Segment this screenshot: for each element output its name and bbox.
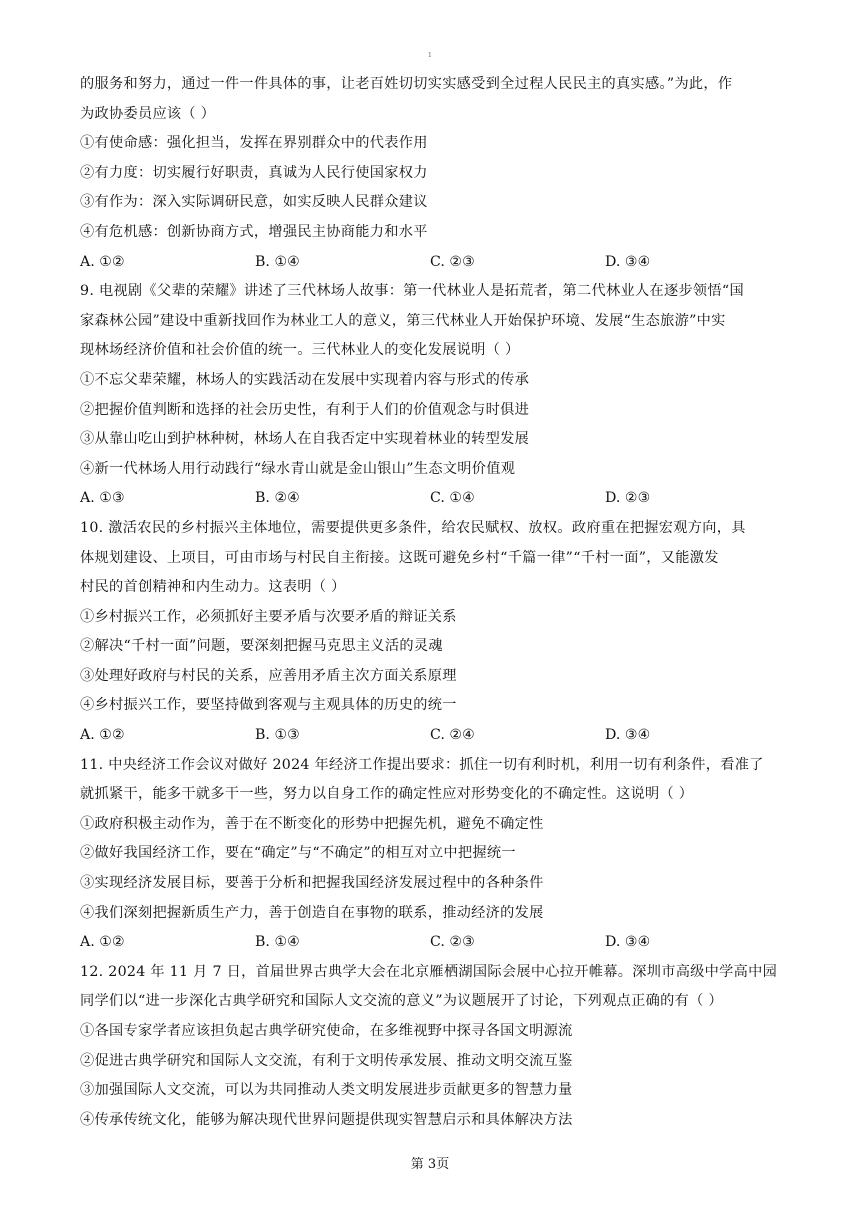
option-d: D. ③④ xyxy=(605,934,651,951)
statement: ④有危机感：创新协商方式，增强民主协商能力和水平 xyxy=(80,223,428,240)
statement: ③实现经济发展目标，要善于分析和把握我国经济发展过程中的各种条件 xyxy=(80,875,544,892)
question-stem-line: 就抓紧干，能多干就多干一些，努力以自身工作的确定性应对形势变化的不确定性。这说明（ ） xyxy=(80,786,694,803)
option-d: D. ③④ xyxy=(605,727,651,744)
option-b: B. ②④ xyxy=(255,490,300,507)
question-11 xyxy=(80,751,780,958)
question-12 xyxy=(80,958,780,1136)
option-d: D. ③④ xyxy=(605,253,651,270)
question-8-tail xyxy=(80,70,780,277)
question-stem-line: 12. 2024 年 11 月 7 日，首届世界古典学大会在北京雁栖湖国际会展中心拉开帷幕。深圳市高级中学高中园 xyxy=(80,963,778,980)
answer-options xyxy=(80,928,780,958)
option-a: A. ①② xyxy=(80,727,125,744)
statement: ④新一代林场人用行动践行“绿水青山就是金山银山”生态文明价值观 xyxy=(80,460,516,477)
option-b: B. ①③ xyxy=(255,727,300,744)
page-number: 第 3页 xyxy=(410,1157,450,1172)
question-stem-line: 同学们以“进一步深化古典学研究和国际人文交流的意义”为议题展开了讨论，下列观点正确的有（ ） xyxy=(80,993,723,1010)
statement: ①不忘父辈荣耀，林场人的实践活动在发展中实现着内容与形式的传承 xyxy=(80,371,530,388)
question-stem-line: 家森林公园”建设中重新找回作为林业工人的意义，第三代林业人开始保护环境、发展“生态旅游”中实 xyxy=(80,312,726,329)
statement: ②解决“千村一面”问题，要深刻把握马克思主义活的灵魂 xyxy=(80,638,443,655)
question-9 xyxy=(80,277,780,514)
answer-options xyxy=(80,721,780,751)
statement: ③从靠山吃山到护林种树，林场人在自我否定中实现着林业的转型发展 xyxy=(80,431,530,448)
statement: ④我们深刻把握新质生产力，善于创造自在事物的联系，推动经济的发展 xyxy=(80,904,544,921)
statement: ④乡村振兴工作，要坚持做到客观与主观具体的历史的统一 xyxy=(80,697,457,714)
question-stem-line: 现林场经济价值和社会价值的统一。三代林业人的变化发展说明（ ） xyxy=(80,342,520,359)
question-stem-line: 为政协委员应该（ ） xyxy=(80,105,216,122)
statement: ③加强国际人文交流，可以为共同推动人类文明发展进步贡献更多的智慧力量 xyxy=(80,1082,573,1099)
option-c: C. ②③ xyxy=(430,934,475,951)
statement: ①各国专家学者应该担负起古典学研究使命，在多维视野中探寻各国文明源流 xyxy=(80,1023,573,1039)
statement: ④传承传统文化，能够为解决现代世界问题提供现实智慧启示和具体解决方法 xyxy=(80,1111,573,1128)
answer-options xyxy=(80,248,780,278)
question-stem-line: 村民的首创精神和内生动力。这表明（ ） xyxy=(80,579,346,596)
option-a: A. ①② xyxy=(80,934,125,951)
statement: ②做好我国经济工作，要在“确定”与“不确定”的相互对立中把握统一 xyxy=(80,845,516,862)
question-stem-line: 11. 中央经济工作会议对做好 2024 年经济工作提出要求：抓住一切有利时机，利用一切有利条件，看准了 xyxy=(80,756,764,773)
question-stem-line: 9. 电视剧《父辈的荣耀》讲述了三代林场人故事：第一代林业人是拓荒者，第二代林业人在逐步领悟“国 xyxy=(80,283,744,300)
option-b: B. ①④ xyxy=(255,934,300,951)
option-d: D. ②③ xyxy=(605,490,651,507)
option-c: C. ②④ xyxy=(430,727,475,744)
statement: ③有作为：深入实际调研民意，如实反映人民群众建议 xyxy=(80,194,428,211)
statement: ①乡村振兴工作，必须抓好主要矛盾与次要矛盾的辩证关系 xyxy=(80,608,457,625)
statement: ①政府积极主动作为，善于在不断变化的形势中把握先机，避免不确定性 xyxy=(80,815,544,832)
page-content xyxy=(80,70,780,1135)
statement: ①有使命感：强化担当，发挥在界别群众中的代表作用 xyxy=(80,135,428,152)
question-stem-line: 的服务和努力，通过一件一件具体的事，让老百姓切切实实感受到全过程人民民主的真实感。”为此，作 xyxy=(80,76,733,92)
option-c: C. ②③ xyxy=(430,253,475,270)
option-c: C. ①④ xyxy=(430,490,475,507)
statement: ②促进古典学研究和国际人文交流，有利于文明传承发展、推动文明交流互鉴 xyxy=(80,1052,573,1069)
question-10 xyxy=(80,514,780,751)
question-stem-line: 体规划建设、上项目，可由市场与村民自主衔接。这既可避免乡村“千篇一律”“千村一面”，又能激发 xyxy=(80,549,719,566)
statement: ②把握价值判断和选择的社会历史性，有利于人们的价值观念与时俱进 xyxy=(80,401,530,418)
option-a: A. ①③ xyxy=(80,490,125,507)
question-stem-line: 10. 激活农民的乡村振兴主体地位，需要提供更多条件，给农民赋权、放权。政府重在把握宏观方向，具 xyxy=(80,519,746,536)
option-a: A. ①② xyxy=(80,253,125,270)
header-mark: 1 xyxy=(428,52,432,59)
option-b: B. ①④ xyxy=(255,253,300,270)
statement: ③处理好政府与村民的关系，应善用矛盾主次方面关系原理 xyxy=(80,667,457,684)
answer-options xyxy=(80,484,780,514)
statement: ②有力度：切实履行好职责，真诚为人民行使国家权力 xyxy=(80,164,428,181)
